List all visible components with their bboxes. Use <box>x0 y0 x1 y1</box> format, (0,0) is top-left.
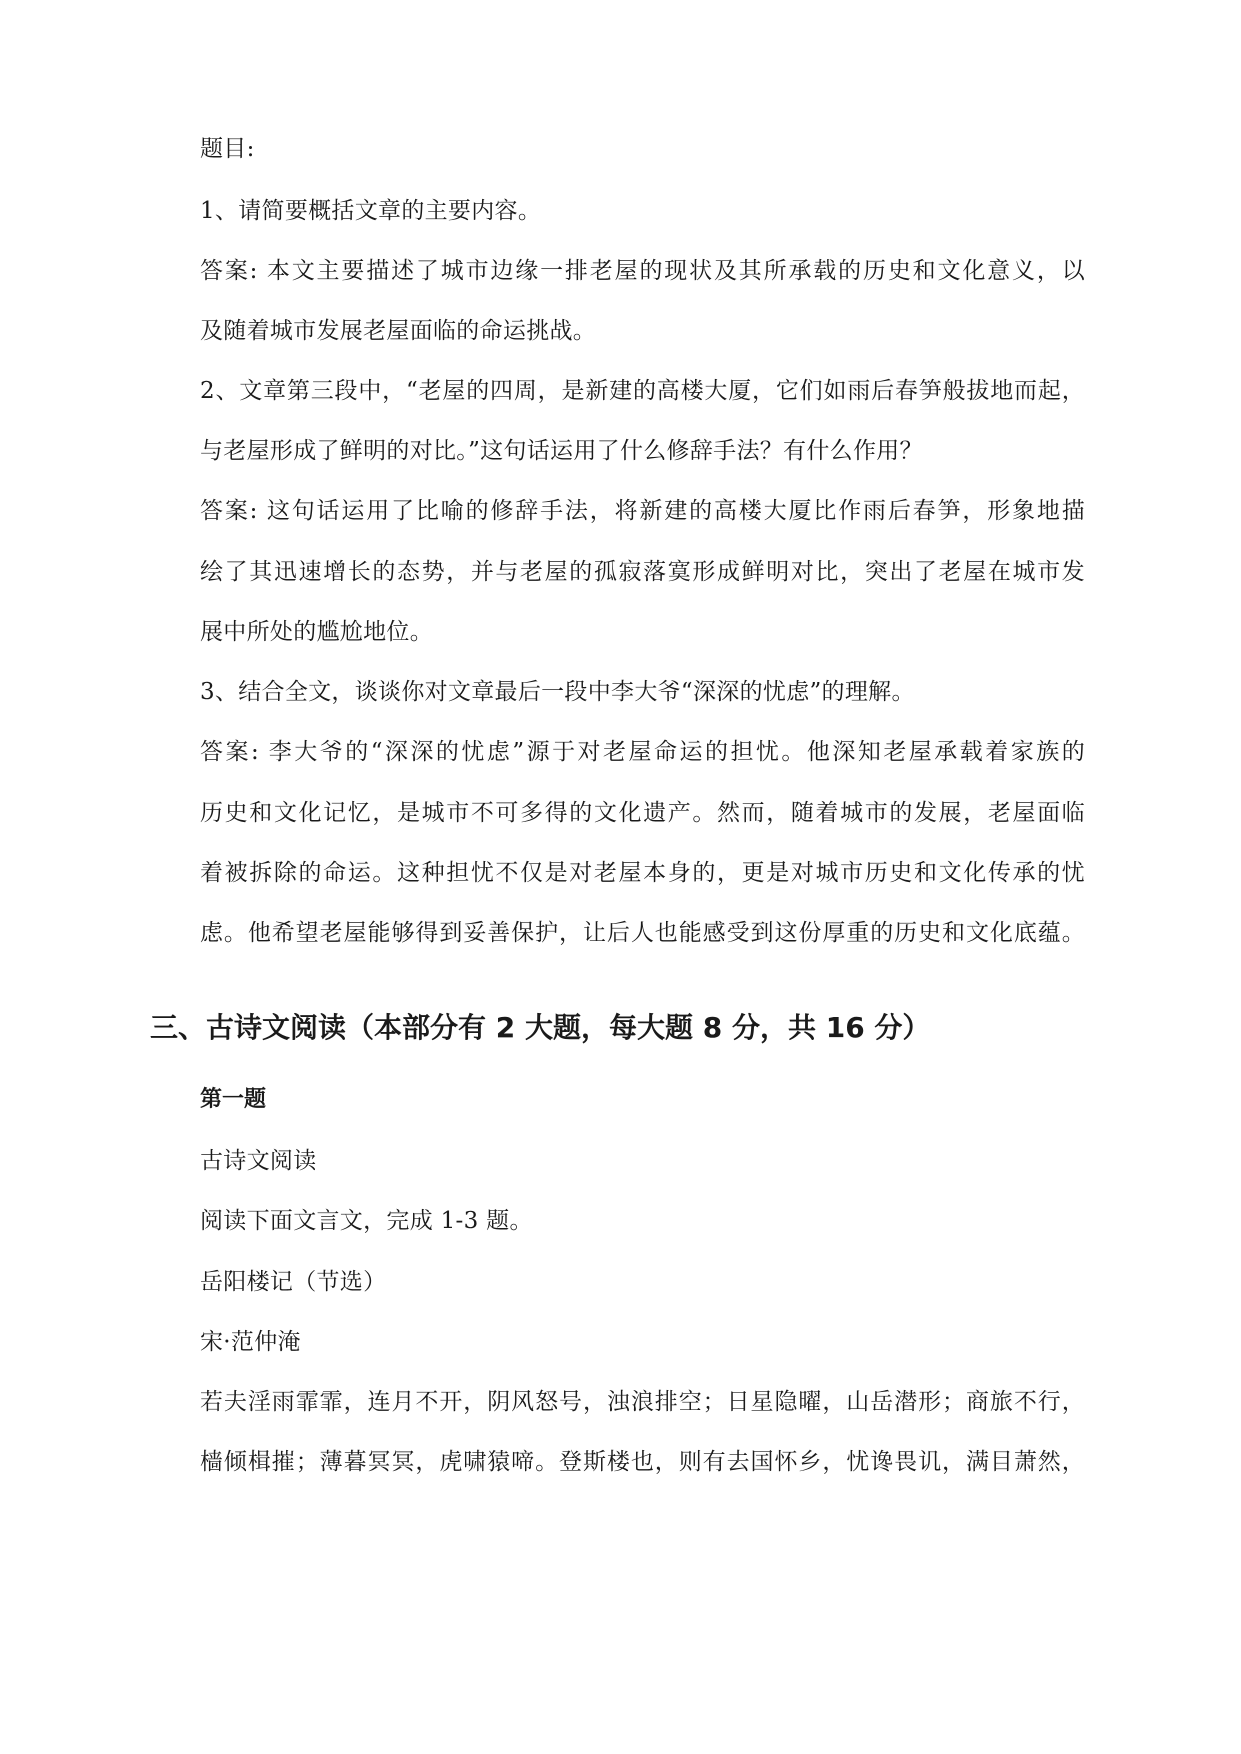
answer-3-line-3: 着被拆除的命运。这种担忧不仅是对老屋本身的，更是对城市历史和文化传承的忧 <box>200 860 1085 886</box>
question-2-line-1: 2、文章第三段中，“老屋的四周，是新建的高楼大厦，它们如雨后春笋般拔地而起， <box>200 378 1085 404</box>
section-3-heading: 三、古诗文阅读（本部分有 2 大题，每大题 8 分，共 16 分） <box>150 1011 931 1044</box>
answer-1-line-2: 及随着城市发展老屋面临的命运挑战。 <box>200 318 597 344</box>
answer-3-line-2: 历史和文化记忆，是城市不可多得的文化遗产。然而，随着城市的发展，老屋面临 <box>200 800 1085 826</box>
passage-line-2: 樯倾楫摧；薄暮冥冥，虎啸猿啼。登斯楼也，则有去国怀乡，忧谗畏讥，满目萧然， <box>200 1449 1085 1475</box>
part-1-line-1: 古诗文阅读 <box>200 1148 317 1174</box>
answer-2-line-3: 展中所处的尴尬地位。 <box>200 619 433 645</box>
answer-3-line-1: 答案: 李大爷的“深深的忧虑”源于对老屋命运的担忧。他深知老屋承载着家族的 <box>200 739 1085 765</box>
passage-title: 岳阳楼记（节选） <box>200 1269 387 1295</box>
part-1-line-2: 阅读下面文言文，完成 1-3 题。 <box>200 1208 533 1234</box>
answer-2-line-2: 绘了其迅速增长的态势，并与老屋的孤寂落寞形成鲜明对比，突出了老屋在城市发 <box>200 559 1085 585</box>
passage-author: 宋·范仲淹 <box>200 1329 301 1355</box>
questions-label: 题目: <box>200 136 255 162</box>
question-2-line-2: 与老屋形成了鲜明的对比。”这句话运用了什么修辞手法？有什么作用？ <box>200 438 923 464</box>
question-1: 1、请简要概括文章的主要内容。 <box>200 198 542 224</box>
answer-1-line-1: 答案: 本文主要描述了城市边缘一排老屋的现状及其所承载的历史和文化意义，以 <box>200 258 1085 284</box>
answer-2-line-1: 答案: 这句话运用了比喻的修辞手法，将新建的高楼大厦比作雨后春笋，形象地描 <box>200 498 1085 524</box>
passage-line-1: 若夫淫雨霏霏，连月不开，阴风怒号，浊浪排空；日星隐曜，山岳潜形；商旅不行， <box>200 1389 1085 1415</box>
question-3: 3、结合全文，谈谈你对文章最后一段中李大爷“深深的忧虑”的理解。 <box>200 679 915 705</box>
answer-3-line-4: 虑。他希望老屋能够得到妥善保护，让后人也能感受到这份厚重的历史和文化底蕴。 <box>200 920 1085 946</box>
part-1-title: 第一题 <box>200 1087 267 1112</box>
